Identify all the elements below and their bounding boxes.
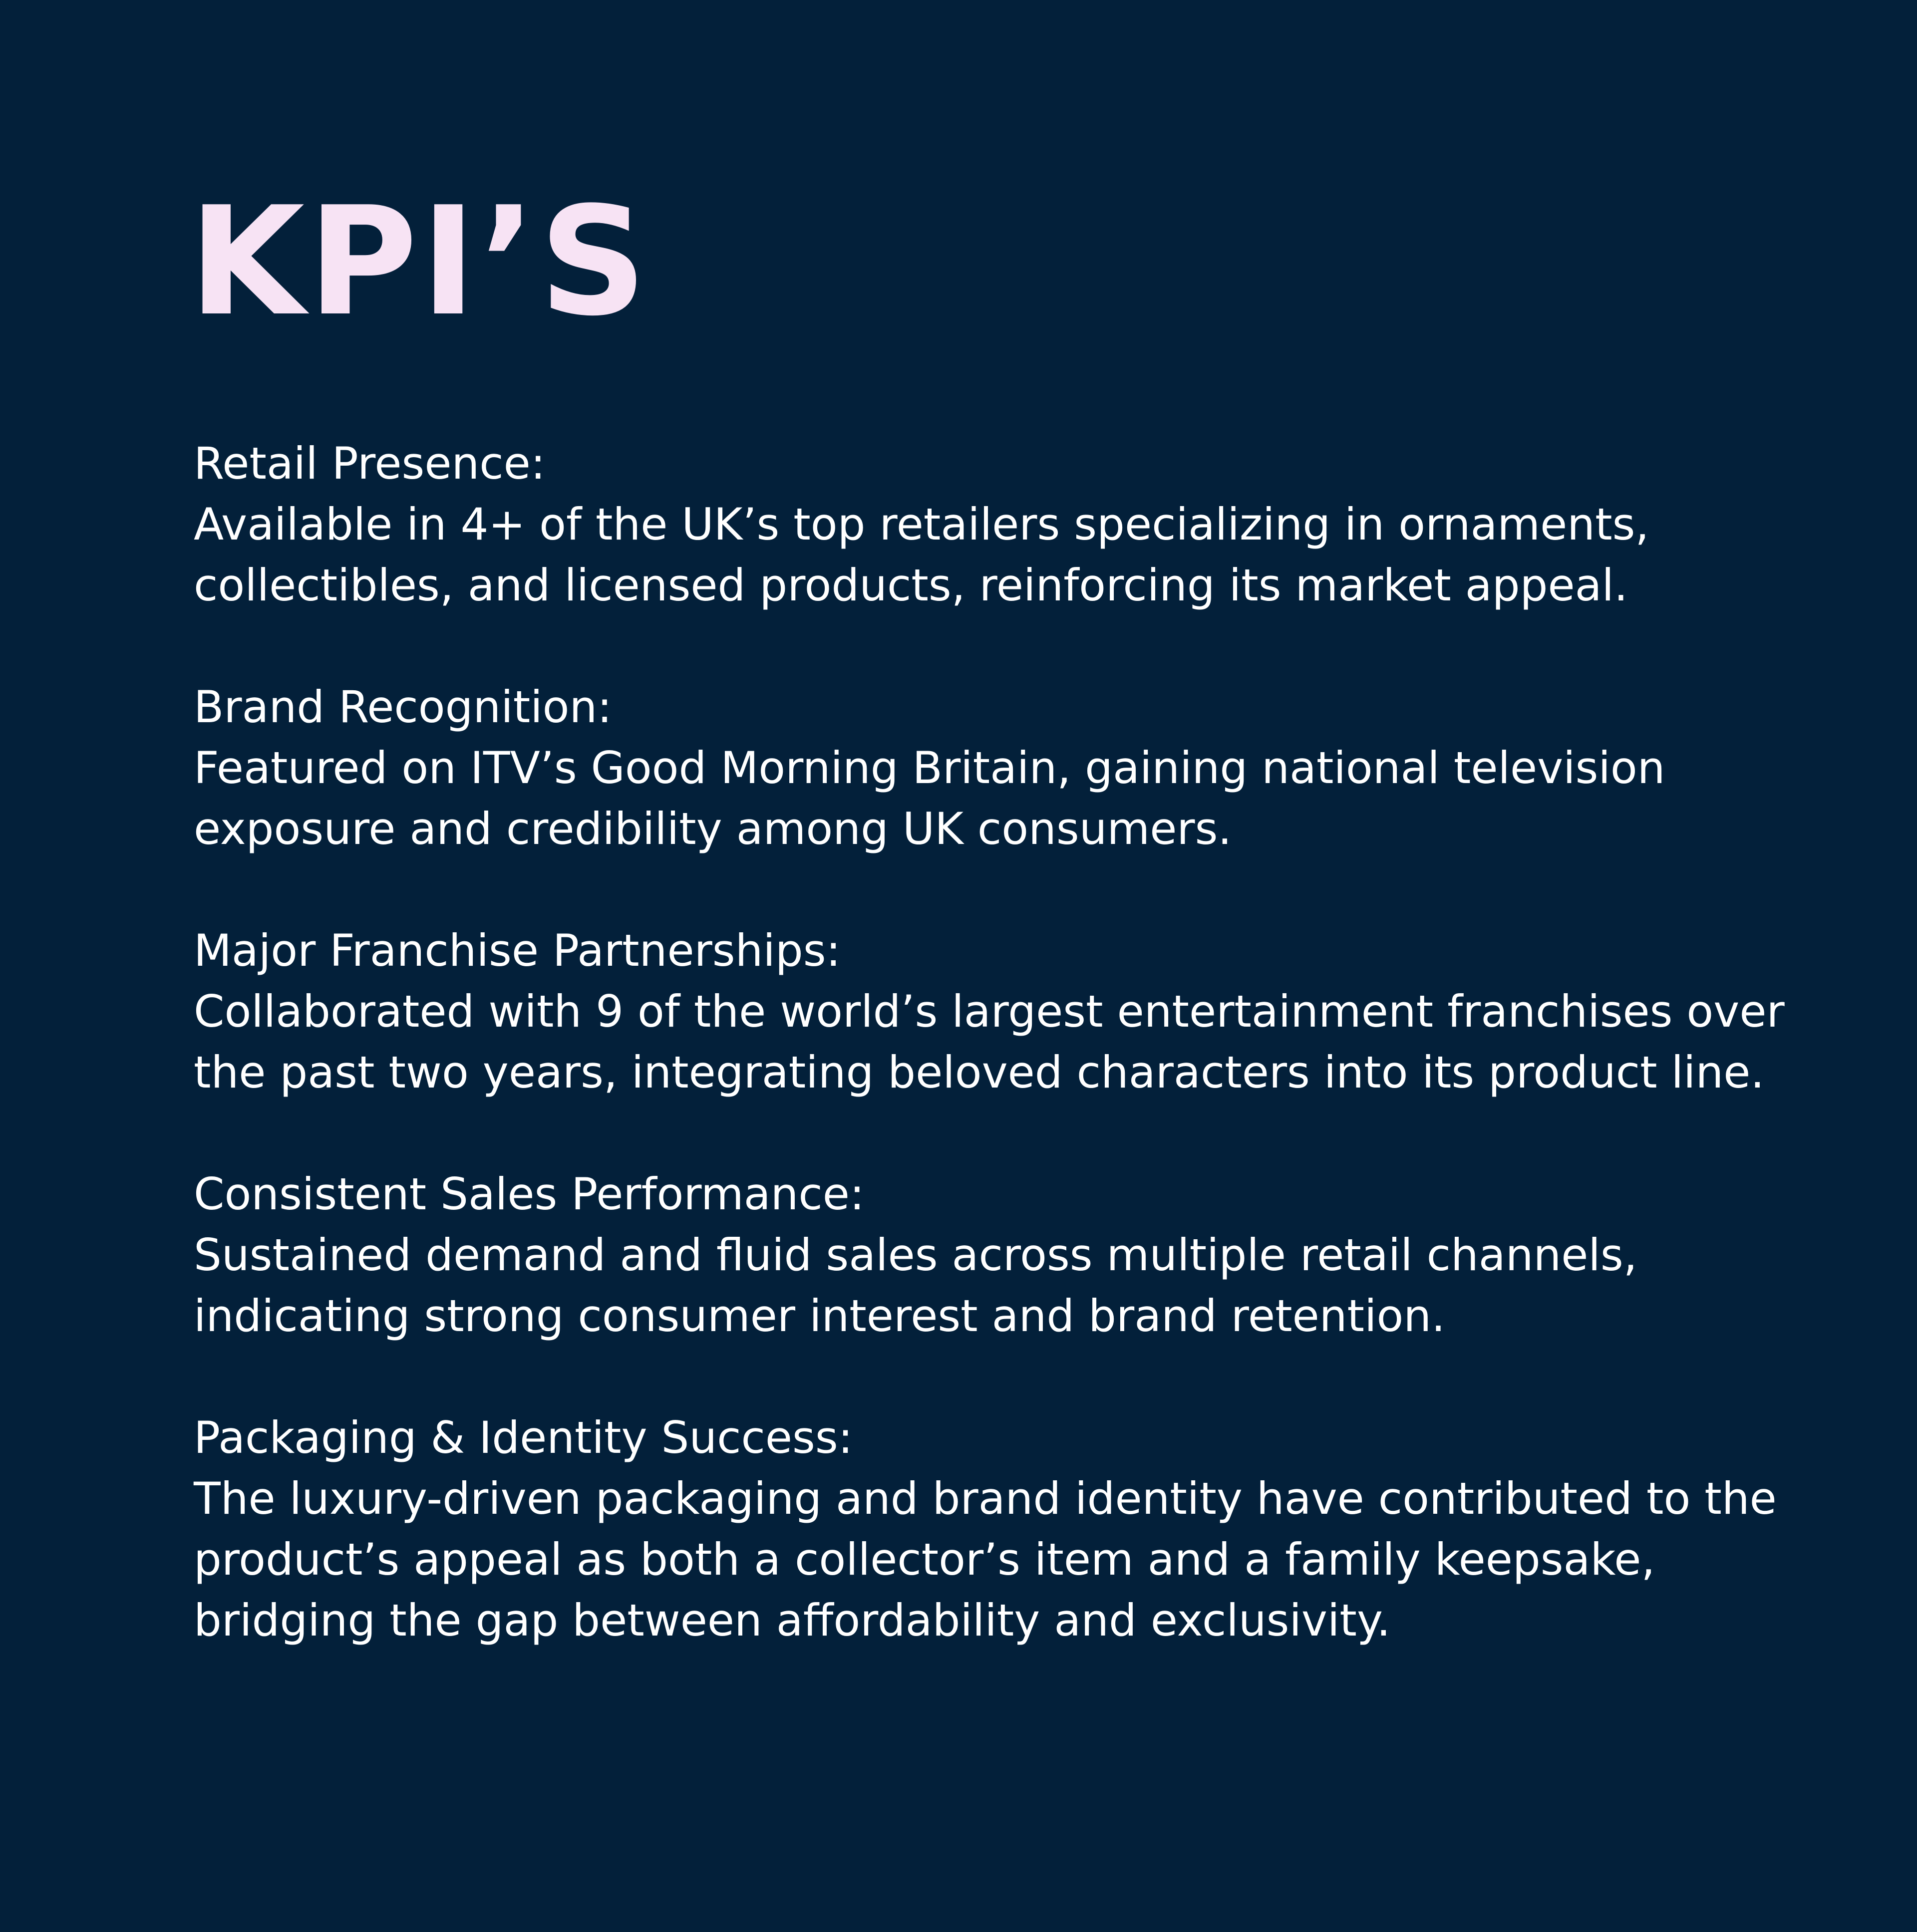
kpi-description: Featured on ITV’s Good Morning Britain, gaining national television exposure and credibility among UK consumers. bbox=[194, 742, 1665, 854]
kpi-franchise-partnerships bbox=[194, 920, 1841, 1103]
kpi-brand-recognition bbox=[194, 677, 1841, 859]
kpi-description: Available in 4+ of the UK’s top retailers specializing in ornaments, collectibles, and licensed products, reinforcing its market appeal. bbox=[194, 499, 1649, 611]
kpi-description: The luxury-driven packaging and brand identity have contributed to the product’s appeal as both a collector’s item and a family keepsake, bridging the gap between affordability and exclusivity. bbox=[194, 1473, 1777, 1646]
kpi-list bbox=[194, 433, 1841, 1712]
kpi-packaging-identity bbox=[194, 1407, 1841, 1651]
page-title: KPI’S bbox=[189, 175, 650, 349]
kpi-heading: Consistent Sales Performance: bbox=[194, 1168, 865, 1220]
kpi-heading: Major Franchise Partnerships: bbox=[194, 925, 841, 976]
kpi-description: Sustained demand and fluid sales across multiple retail channels, indicating strong consumer interest and brand retention. bbox=[194, 1229, 1637, 1342]
kpi-heading: Packaging & Identity Success: bbox=[194, 1412, 853, 1463]
kpi-heading: Retail Presence: bbox=[194, 438, 546, 489]
kpi-retail-presence bbox=[194, 433, 1841, 616]
kpi-sales-performance bbox=[194, 1164, 1841, 1347]
kpi-description: Collaborated with 9 of the world’s largest entertainment franchises over the past two years, integrating beloved characters into its product line. bbox=[194, 986, 1785, 1098]
kpi-heading: Brand Recognition: bbox=[194, 681, 612, 733]
